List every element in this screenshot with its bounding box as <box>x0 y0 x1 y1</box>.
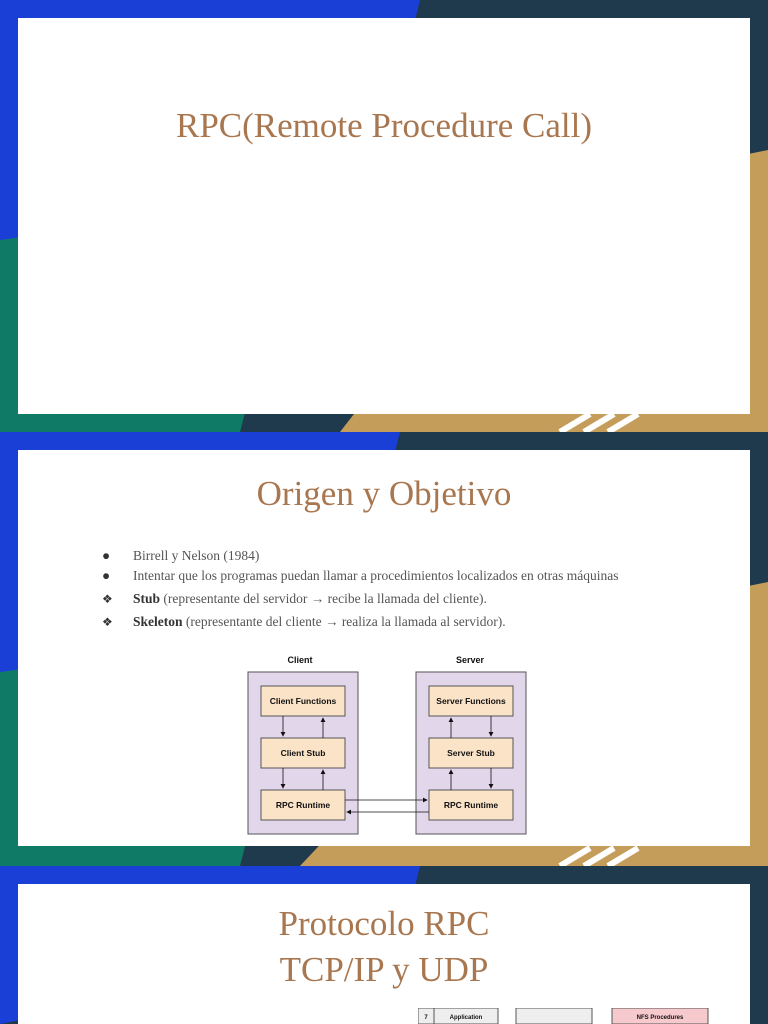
rpc-architecture-diagram <box>238 654 538 840</box>
bullet-term: Skeleton <box>133 614 183 630</box>
protocol-stack-diagram <box>418 1008 718 1024</box>
bullet-dot-icon: ● <box>102 568 111 584</box>
diamond-bullet-icon: ❖ <box>102 591 113 606</box>
client-stub-label: Client Stub <box>280 748 326 758</box>
client-label: Client <box>287 655 313 665</box>
slide-2 <box>0 432 768 866</box>
server-runtime-label: RPC Runtime <box>443 800 499 810</box>
slide-2-title: Origen y Objetivo <box>256 474 512 513</box>
slide-1 <box>0 0 768 432</box>
middle-layer-box <box>516 1008 592 1024</box>
bullet-text: (representante del servidor → recibe la llamada del cliente). <box>160 590 487 606</box>
slide-1-card <box>18 18 750 414</box>
list-item <box>100 566 660 586</box>
slide-3-title-line-2: TCP/IP y UDP <box>279 950 489 989</box>
bullet-text: Birrell y Nelson (1984) <box>133 548 260 563</box>
layer-name: Application <box>449 1015 483 1021</box>
slide-1-title: RPC(Remote Procedure Call) <box>175 106 593 145</box>
slide-2-bullet-list <box>100 546 660 632</box>
bullet-term: Stub <box>133 590 161 606</box>
client-functions-label: Client Functions <box>269 696 337 706</box>
slide-2-card <box>18 450 750 846</box>
server-label: Server <box>455 655 485 665</box>
bullet-text: Intentar que los programas puedan llamar a procedimientos localizados en otras máquinas <box>133 568 619 584</box>
list-item <box>100 612 660 632</box>
bullet-dot-icon: ● <box>102 548 111 563</box>
server-functions-label: Server Functions <box>436 696 506 706</box>
nfs-procedures-label: NFS Procedures <box>636 1015 684 1021</box>
server-stub-label: Server Stub <box>447 748 495 758</box>
slide-3-card <box>18 884 750 1024</box>
slide-3 <box>0 866 768 1024</box>
layer-number: 7 <box>424 1015 428 1021</box>
slide-3-title-line-1: Protocolo RPC <box>278 904 490 943</box>
list-item <box>100 589 660 609</box>
list-item <box>100 546 660 566</box>
diamond-bullet-icon: ❖ <box>102 615 113 630</box>
client-runtime-label: RPC Runtime <box>275 800 331 810</box>
bullet-text: (representante del cliente → realiza la llamada al servidor). <box>182 614 506 630</box>
